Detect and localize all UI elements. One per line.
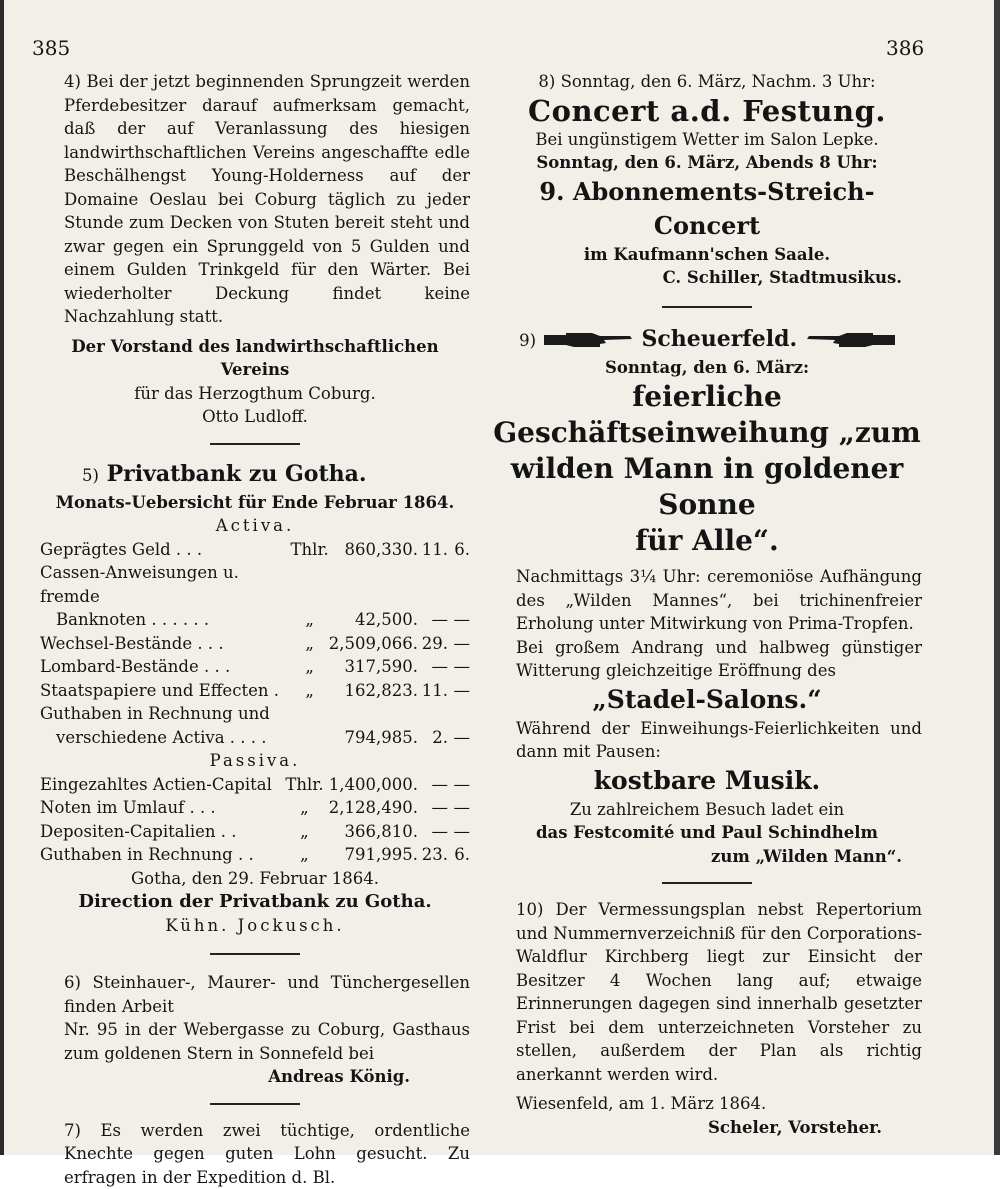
ad-8-line-3: Sonntag, den 6. März, Abends 8 Uhr: [492,151,922,175]
balance-groschen: — [418,796,448,820]
balance-groschen: — [418,608,448,632]
ad-9-line-1: Sonntag, den 6. März: [492,356,922,380]
balance-unit: „ [285,796,323,820]
ad-9-title: Scheuerfeld. [641,326,797,352]
balance-value: 791,995. [324,843,418,867]
balance-pfennig: — [448,796,470,820]
balance-value: 366,810. [324,820,418,844]
ad-7-text: 7) Es werden zwei tüchtige, ordentliche Knechte gegen guten Lohn gesucht. Zu erfragen in der Expedition d. Bl. [40,1119,470,1189]
balance-pfennig: 6. [448,843,470,867]
passiva-table [40,773,470,867]
balance-pfennig: — [448,773,470,797]
balance-groschen: — [418,655,448,679]
balance-pfennig [448,702,470,726]
ad-9-body-2: Bei großem Andrang und halbweg günstiger Witterung gleichzeitige Eröffnung des [492,636,922,683]
ad-9-number: 9) [519,331,536,350]
balance-label: Noten im Umlauf . . . [40,796,285,820]
ad-10-date: Wiesenfeld, am 1. März 1864. [492,1092,922,1116]
left-column [40,70,470,1189]
ad-9-body-4: Zu zahlreichem Besuch ladet ein [492,798,922,822]
balance-value: 794,985. [329,726,418,750]
ad-5-signature-1: Direction der Privatbank zu Gotha. [40,890,470,914]
ad-8-line-1: 8) Sonntag, den 6. März, Nachm. 3 Uhr: [492,70,922,94]
balance-label: Wechsel-Bestände . . . [40,632,291,656]
balance-row [40,843,470,867]
ad-4-signature-3: Otto Ludloff. [40,405,470,429]
balance-groschen [418,702,448,726]
balance-unit: „ [291,632,329,656]
ad-6-text-2: Nr. 95 in der Webergasse zu Coburg, Gasthaus zum goldenen Stern in Sonnefeld bei [40,1018,470,1065]
balance-label: Eingezahltes Actien-Capital [40,773,285,797]
ad-10-survey [492,898,922,1139]
divider [662,882,752,884]
ad-4-text: 4) Bei der jetzt beginnenden Sprungzeit werden Pferdebesitzer darauf aufmerksam gemacht, daß der auf Veranlassung des hiesigen landwirthschaftlichen Vereins angeschaffte edle Beschälhengst Young-Holderness auf der Domaine Oeslau bei Coburg täglich zu jeder Stunde zum Decken von Stuten bereit steht und zwar gegen ein Sprunggeld von 5 Gulden und einem Gulden Trinkgeld für den Wärter. Bei wiederholter Deckung findet keine Nachzahlung statt. [40,70,470,329]
balance-value: 2,509,066. [329,632,418,656]
balance-groschen: 29. [418,632,448,656]
balance-groschen: 23. [418,843,448,867]
ad-9-body-1: Nachmittags 3¼ Uhr: ceremoniöse Aufhängung des „Wilden Mannes“, bei trichinenfreier Erholung unter Mitwirkung von Prima-Tropfen. [492,565,922,636]
right-column [492,70,922,1139]
balance-groschen [418,561,448,608]
ad-9-musik: kostbare Musik. [492,764,922,798]
balance-value [329,561,418,608]
balance-pfennig: — [448,726,470,750]
ad-5-privatbank [40,459,470,938]
balance-unit: „ [291,679,329,703]
ad-9-signature-2: zum „Wilden Mann“. [492,845,922,869]
balance-groschen: 11. [418,538,448,562]
balance-pfennig: — [448,679,470,703]
ad-9-scheuerfeld [492,324,922,869]
activa-table [40,538,470,750]
page-number-right: 386 [886,36,924,60]
balance-unit: Thlr. [291,538,329,562]
balance-unit: Thlr. [285,773,323,797]
balance-groschen: — [418,820,448,844]
divider [662,306,752,308]
balance-value: 317,590. [329,655,418,679]
ad-5-title: Privatbank zu Gotha. [107,461,367,487]
ad-9-headline-3: für Alle“. [492,523,922,559]
divider [210,953,300,955]
ad-8-title-2: 9. Abonnements-Streich-Concert [492,175,922,243]
balance-row [40,820,470,844]
ad-10-signature: Scheler, Vorsteher. [492,1116,922,1140]
balance-row [40,561,470,608]
ad-7-servants [40,1119,470,1189]
balance-pfennig: — [448,820,470,844]
balance-row [40,655,470,679]
ad-9-salon: „Stadel-Salons.“ [492,683,922,717]
ad-6-signature: Andreas König. [40,1065,470,1089]
balance-label: Depositen-Capitalien . . [40,820,285,844]
ad-5-heading [40,459,470,491]
balance-unit [291,726,329,750]
balance-unit [291,561,329,608]
balance-row [40,608,470,632]
ad-4-signature-2: für das Herzogthum Coburg. [40,382,470,406]
balance-value: 1,400,000. [324,773,418,797]
pointing-hand-left-icon [805,330,895,350]
balance-pfennig: — [448,655,470,679]
balance-row [40,726,470,750]
balance-label: Staatspapiere und Effecten . [40,679,291,703]
balance-row [40,702,470,726]
ad-5-signature-2: Kühn. Jockusch. [40,914,470,938]
ad-8-signature: C. Schiller, Stadtmusikus. [492,266,922,290]
balance-unit: „ [285,843,323,867]
balance-groschen: — [418,773,448,797]
balance-unit: „ [285,820,323,844]
ad-8-line-2: Bei ungünstigem Wetter im Salon Lepke. [492,128,922,152]
balance-label: Banknoten . . . . . . [40,608,291,632]
ad-9-body-3: Während der Einweihungs-Feierlichkeiten und dann mit Pausen: [492,717,922,764]
divider [210,1103,300,1105]
balance-row [40,773,470,797]
balance-value: 2,128,490. [324,796,418,820]
ad-9-title-row [492,324,922,356]
balance-value: 42,500. [329,608,418,632]
page-number-left: 385 [32,36,70,60]
balance-pfennig: 6. [448,538,470,562]
activa-label: Activa. [40,514,470,538]
ad-9-headline-2: wilden Mann in goldener Sonne [492,451,922,523]
balance-groschen: 11. [418,679,448,703]
ad-9-headline-1: feierliche Geschäftseinweihung „zum [492,379,922,451]
ad-9-signature-1: das Festcomité und Paul Schindhelm [492,821,922,845]
balance-label: Cassen-Anweisungen u. fremde [40,561,291,608]
balance-pfennig: — [448,608,470,632]
pointing-hand-right-icon [544,330,634,350]
ad-5-number: 5) [82,466,99,485]
balance-unit [291,702,329,726]
ad-10-text: 10) Der Vermessungsplan nebst Repertorium und Nummernverzeichniß für den Corporations-Waldflur Kirchberg liegt zur Einsicht der Besitzer 4 Wochen lang auf; etwaige Erinnerungen dagegen sind innerhalb gesetzter Frist bei dem unterzeichneten Vorsteher zu stellen, außerdem der Plan als richtig anerkannt werden wird. [492,898,922,1086]
balance-unit: „ [291,655,329,679]
divider [210,443,300,445]
balance-label: Lombard-Bestände . . . [40,655,291,679]
balance-pfennig [448,561,470,608]
ad-8-line-4: im Kaufmann'schen Saale. [492,243,922,267]
balance-value: 860,330. [329,538,418,562]
ad-5-date: Gotha, den 29. Februar 1864. [40,867,470,891]
balance-label: Guthaben in Rechnung und [40,702,291,726]
balance-label: verschiedene Activa . . . . [40,726,291,750]
ad-8-concert [492,70,922,290]
ad-5-subheading: Monats-Uebersicht für Ende Februar 1864. [40,491,470,515]
ad-6-text: 6) Steinhauer-, Maurer- und Tünchergesellen finden Arbeit [40,971,470,1018]
balance-row [40,679,470,703]
ad-6-workers [40,971,470,1089]
balance-row [40,632,470,656]
balance-row [40,796,470,820]
ad-4-stallion [40,70,470,429]
balance-groschen: 2. [418,726,448,750]
balance-row [40,538,470,562]
balance-value [329,702,418,726]
ad-4-signature-1: Der Vorstand des landwirthschaftlichen Vereins [40,335,470,382]
balance-label: Guthaben in Rechnung . . [40,843,285,867]
passiva-label: Passiva. [40,749,470,773]
ad-8-title: Concert a.d. Festung. [492,94,922,128]
balance-pfennig: — [448,632,470,656]
balance-unit: „ [291,608,329,632]
balance-label: Geprägtes Geld . . . [40,538,291,562]
balance-value: 162,823. [329,679,418,703]
